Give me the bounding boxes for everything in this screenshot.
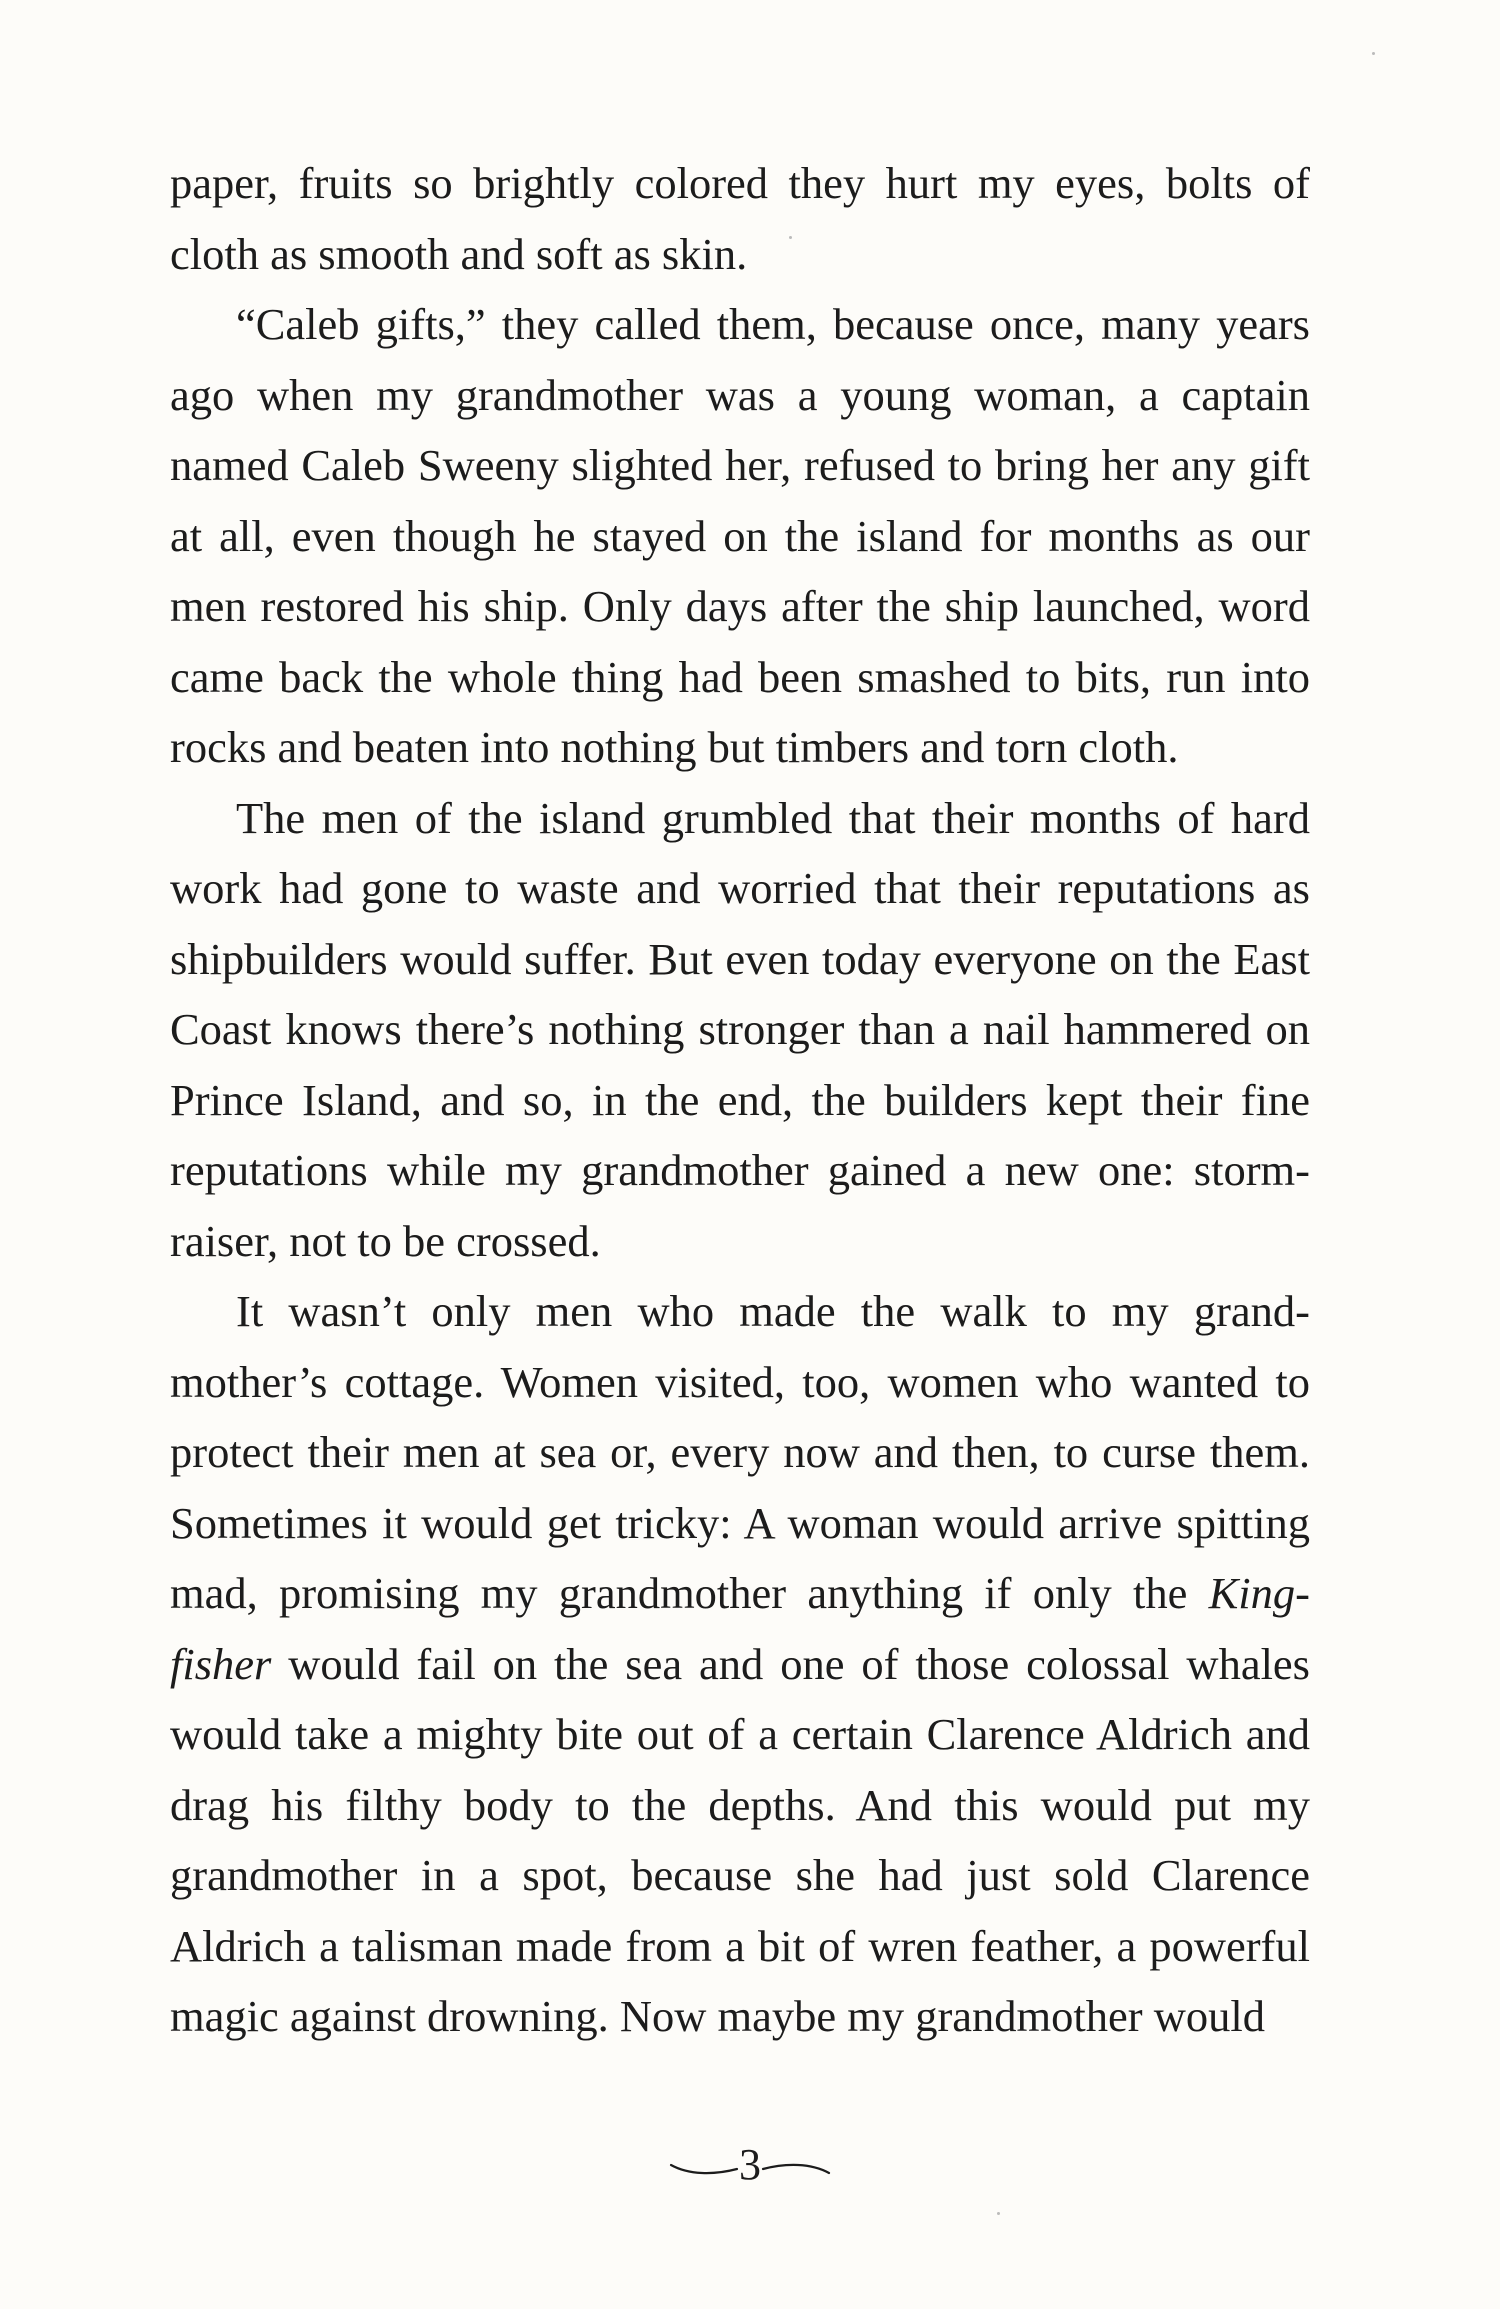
page-folio: [0, 2140, 1500, 2190]
body-text: [170, 148, 1310, 2052]
paragraph-3-text: The men of the island grumbled that their months of hard work had gone to waste and worried that their reputations as shipbuilders would suffer. But even today everyone on the East Coast knows there’s nothing stronger than a nail hammered on Prince Island, and so, in the end, the builders kept their fine reputations while my grandmother gained a new one: storm-raiser, not to be crossed.: [170, 792, 1310, 1266]
paragraph-1-text: paper, fruits so brightly colored they hurt my eyes, bolts of cloth as smooth and soft as skin.: [170, 158, 1310, 279]
paragraph-1: [170, 148, 1310, 289]
left-swash-ornament: [669, 2159, 739, 2179]
paragraph-3: [170, 783, 1310, 1277]
paper-speck: [789, 236, 792, 239]
ship-name-kingfisher: Kingfisher: [170, 1568, 1310, 1689]
paper-speck: [1372, 52, 1375, 55]
paper-speck: [997, 2212, 1000, 2215]
paragraph-4-text-b: would fail on the sea and one of those colossal whales would take a mighty bite out of a certain Clarence Aldrich and drag his filthy body to the depths. And this would put my grandmother in a spot, because she had just sold Clarence Aldrich a talisman made from a bit of wren feather, a powerful magic against drowning. Now maybe my grandmother would: [170, 1638, 1310, 2041]
paragraph-2-text: “Caleb gifts,” they called them, because once, many years ago when my grandmother was a young woman, a captain named Caleb Sweeny slighted her, refused to bring her any gift at all, even though he stayed on the island for months as our men restored his ship. Only days after the ship launched, word came back the whole thing had been smashed to bits, run into rocks and beaten into nothing but timbers and torn cloth.: [170, 299, 1310, 772]
paragraph-2: [170, 289, 1310, 783]
paragraph-4: [170, 1276, 1310, 2052]
right-swash-ornament: [761, 2159, 831, 2179]
page-number: 3: [739, 2140, 761, 2189]
paragraph-4-text-a: It wasn’t only men who made the walk to my grandmother’s cottage. Women visited, too, women who wanted to protect their men at sea or, every now and then, to curse them. Sometimes it would get tricky: A woman would arrive spitting mad, promising my grandmother anything if only the: [170, 1286, 1310, 1618]
